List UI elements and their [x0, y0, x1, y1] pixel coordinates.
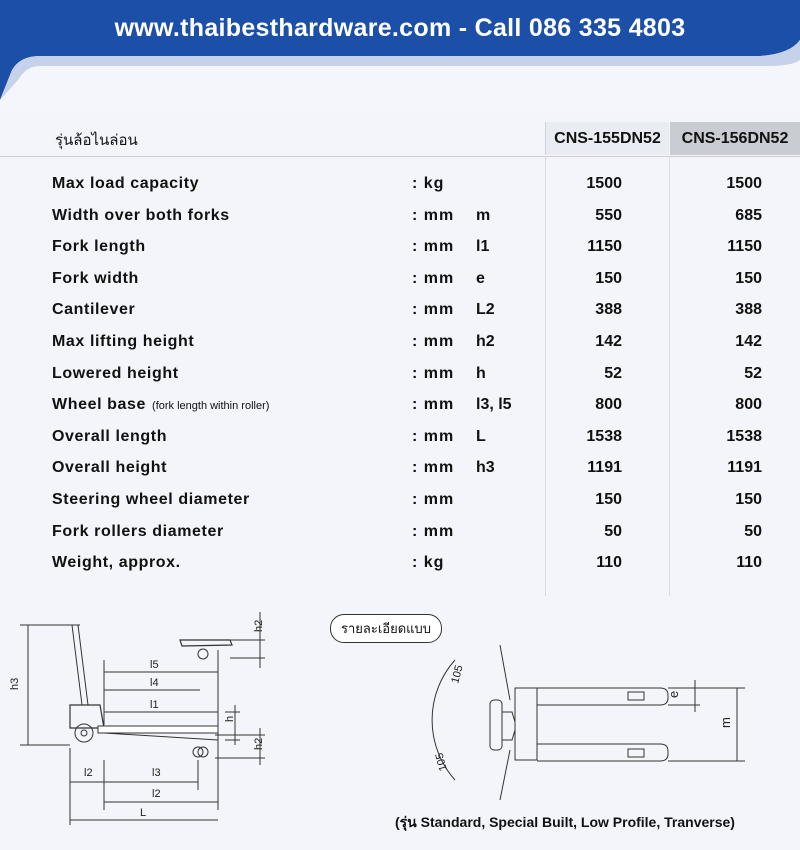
spec-label-text: Cantilever	[52, 301, 136, 319]
spec-label	[52, 175, 199, 193]
spec-row	[0, 231, 800, 263]
spec-label	[52, 554, 181, 572]
spec-unit: : mm	[412, 301, 455, 319]
spec-unit: : kg	[412, 175, 445, 192]
dim-label-l2: l2	[152, 788, 161, 800]
spec-label-note: (fork length within roller)	[152, 400, 270, 413]
angle-label-bottom: 105	[433, 751, 450, 773]
spec-label-text: Fork width	[52, 269, 139, 287]
website-call-banner[interactable]: www.thaibesthardware.com - Call 086 335 4803	[114, 14, 686, 42]
spec-value-model-1: 150	[595, 269, 622, 287]
spec-label	[52, 523, 224, 541]
dim-label-h2: h2	[253, 619, 265, 632]
spec-label-text: Fork rollers diameter	[52, 522, 224, 540]
top-view-diagram	[432, 645, 745, 800]
dim-label-m: m	[718, 717, 733, 728]
spec-unit: : mm	[412, 333, 455, 350]
spec-symbol: L2	[476, 301, 495, 319]
spec-label	[52, 459, 167, 477]
spec-value-model-2: 1191	[727, 459, 762, 477]
spec-label	[52, 333, 194, 351]
dim-label-h3: h3	[9, 677, 21, 690]
dim-label-L: L	[140, 807, 147, 819]
detail-drawing-tag: รายละเอียดแบบ	[330, 614, 442, 643]
spec-label-text: Lowered height	[52, 364, 179, 382]
model-variants-note: (รุ่น Standard, Special Built, Low Profile, Tranverse)	[395, 814, 735, 830]
spec-row	[0, 358, 800, 390]
spec-value-model-1: 388	[595, 301, 622, 319]
spec-value-model-1: 1500	[586, 175, 622, 192]
spec-symbol: L	[476, 427, 486, 445]
spec-label-text: Width over both forks	[52, 206, 230, 224]
spec-value-model-1: 1191	[587, 459, 622, 477]
spec-value-model-1: 142	[595, 333, 622, 350]
spec-unit: : mm	[412, 522, 455, 540]
spec-row	[0, 263, 800, 295]
spec-value-model-1: 50	[604, 522, 622, 540]
spec-row	[0, 168, 800, 200]
spec-row	[0, 516, 800, 548]
spec-label-text: Wheel base	[52, 396, 147, 414]
spec-value-model-2: 1150	[727, 238, 762, 256]
dim-label-h: h	[224, 715, 236, 722]
spec-value-model-1: 1150	[587, 238, 622, 256]
spec-label	[52, 428, 167, 446]
spec-value-model-1: 52	[604, 364, 622, 382]
spec-value-model-2: 150	[735, 269, 762, 287]
spec-label-text: Max lifting height	[52, 333, 195, 350]
spec-label	[52, 365, 179, 383]
spec-label	[52, 207, 230, 225]
spec-value-model-2: 52	[744, 364, 762, 382]
spec-label	[52, 270, 139, 288]
spec-row	[0, 389, 800, 421]
spec-label	[52, 491, 250, 509]
spec-unit: : mm	[412, 269, 455, 287]
spec-row	[0, 547, 800, 579]
spec-unit: : mm	[412, 459, 455, 477]
dim-label-l3: l3	[152, 767, 161, 779]
model-name-2: CNS-156DN52	[670, 122, 800, 155]
spec-value-model-2: 110	[736, 554, 762, 572]
dim-label-l1: l1	[150, 699, 159, 711]
spec-value-model-2: 150	[735, 491, 762, 508]
angle-label-top: 105	[449, 663, 466, 685]
spec-label	[52, 238, 146, 256]
spec-value-model-2: 685	[735, 206, 762, 224]
spec-label	[52, 396, 269, 414]
spec-value-model-2: 1538	[726, 427, 762, 445]
spec-row	[0, 200, 800, 232]
spec-symbol: e	[476, 269, 485, 287]
spec-row	[0, 452, 800, 484]
spec-row	[0, 484, 800, 516]
spec-value-model-2: 800	[735, 396, 762, 414]
spec-label-text: Weight, approx.	[52, 554, 181, 572]
spec-label-text: Max load capacity	[52, 175, 200, 192]
spec-row	[0, 294, 800, 326]
spec-label-text: Fork length	[52, 238, 146, 256]
spec-row	[0, 326, 800, 358]
dim-label-l4: l4	[150, 677, 159, 689]
model-name-1: CNS-155DN52	[545, 122, 669, 155]
spec-value-model-1: 110	[596, 554, 622, 572]
spec-unit: : mm	[412, 206, 455, 224]
spec-unit: : mm	[412, 396, 455, 414]
model-label: รุ่นล้อไนล่อน	[55, 132, 138, 149]
spec-label-text: Steering wheel diameter	[52, 491, 250, 508]
spec-value-model-2: 1500	[726, 175, 762, 192]
spec-symbol: l3, l5	[476, 396, 512, 414]
dim-label-e: e	[666, 690, 681, 698]
spec-value-model-1: 800	[595, 396, 622, 414]
spec-symbol: h2	[476, 333, 495, 350]
site-header	[0, 0, 800, 110]
spec-value-model-1: 1538	[586, 427, 622, 445]
spec-label	[52, 301, 135, 319]
spec-label-text: Overall length	[52, 427, 168, 445]
spec-label-text: Overall height	[52, 459, 168, 477]
spec-value-model-2: 142	[735, 333, 762, 350]
spec-value-model-1: 550	[595, 206, 622, 224]
spec-unit: : mm	[412, 364, 455, 382]
spec-unit: : mm	[412, 491, 455, 508]
dimension-labels	[9, 620, 733, 819]
dim-label-h2: h2	[253, 737, 265, 750]
spec-value-model-1: 150	[595, 491, 622, 508]
dim-label-l2: l2	[84, 767, 93, 779]
spec-symbol: h	[476, 364, 486, 382]
spec-symbol: m	[476, 206, 491, 224]
dim-label-l5: l5	[150, 659, 159, 671]
spec-value-model-2: 388	[735, 301, 762, 319]
spec-value-model-2: 50	[744, 522, 762, 540]
spec-unit: : kg	[412, 554, 445, 572]
spec-row	[0, 421, 800, 453]
spec-unit: : mm	[412, 238, 455, 256]
spec-symbol: l1	[476, 238, 490, 256]
spec-symbol: h3	[476, 459, 495, 477]
spec-unit: : mm	[412, 427, 455, 445]
